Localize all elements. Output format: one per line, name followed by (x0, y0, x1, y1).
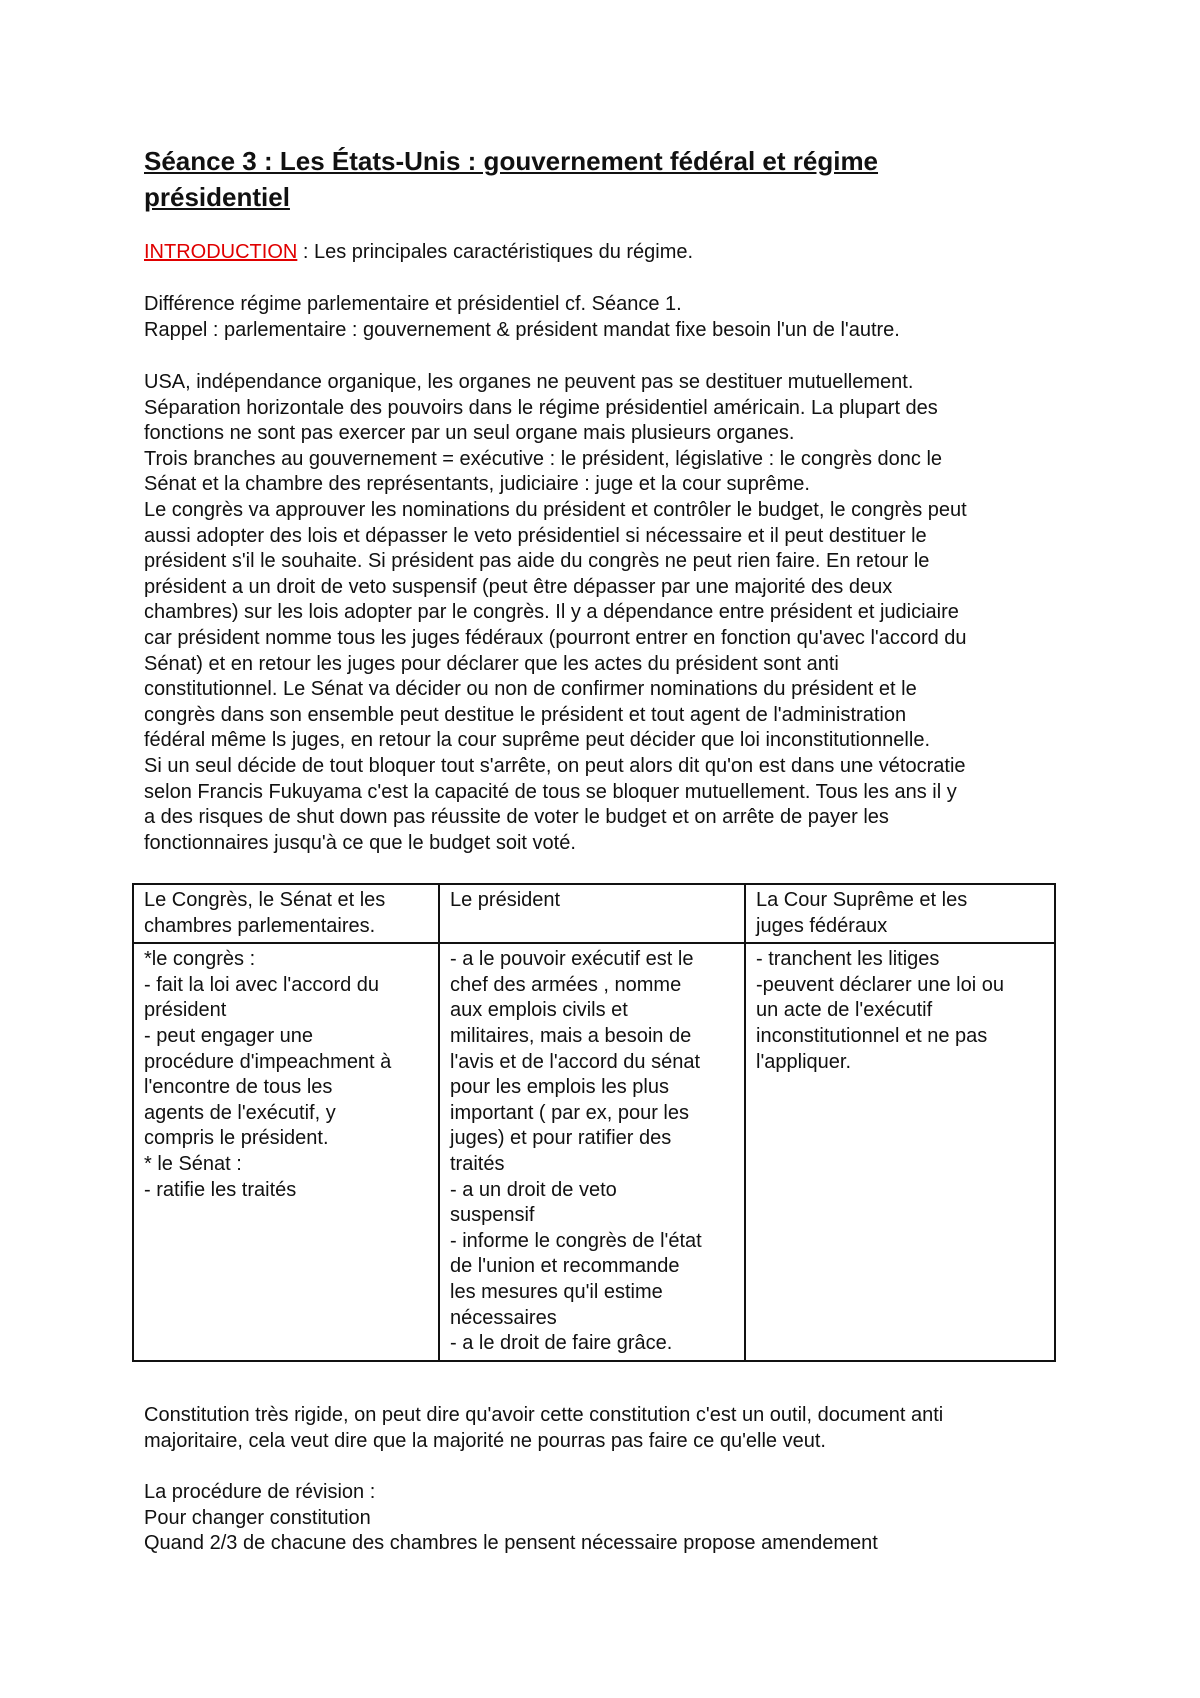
text-line: un acte de l'exécutif (756, 999, 933, 1022)
title-line-1: Séance 3 : Les États-Unis : gouvernement fédéral et régime (144, 146, 879, 176)
text-line: - ratifie les traités (144, 1178, 297, 1201)
title-line-2: présidentiel (144, 182, 290, 212)
powers-table (132, 883, 1056, 1362)
header-congress (133, 884, 439, 943)
text-line: président (144, 999, 227, 1022)
text-line: juges fédéraux (756, 914, 888, 937)
text-line: chambres parlementaires. (144, 914, 376, 937)
text-line: l'appliquer. (756, 1050, 851, 1073)
text-line: inconstitutionnel et ne pas (756, 1024, 988, 1047)
text-line: - fait la loi avec l'accord du (144, 973, 380, 996)
text-line: Quand 2/3 de chacune des chambres le pensent nécessaire propose amendement (144, 1532, 878, 1555)
text-line: Rappel : parlementaire : gouvernement & président mandat fixe besoin l'un de l'autre. (144, 318, 900, 341)
text-line: chambres) sur les lois adopter par le congrès. Il y a dépendance entre président et judiciaire (144, 601, 959, 624)
text-line: La Cour Suprême et les (756, 889, 968, 911)
table-header-row (133, 884, 1055, 943)
text-line: - informe le congrès de l'état (450, 1229, 702, 1252)
text-line: - a le droit de faire grâce. (450, 1332, 673, 1355)
text-line: aussi adopter des lois et dépasser le veto présidentiel si nécessaire et il peut destituer le (144, 524, 927, 547)
text-line: Constitution très rigide, on peut dire qu'avoir cette constitution c'est un outil, document anti (144, 1404, 944, 1426)
text-line: congrès dans son ensemble peut destitue le président et tout agent de l'administration (144, 703, 907, 726)
text-line: juges) et pour ratifier des (450, 1127, 672, 1150)
text-line: La procédure de révision : (144, 1481, 376, 1503)
text-line: Le congrès va approuver les nominations du président et contrôler le budget, le congrès peut (144, 498, 967, 521)
cell-court-powers (745, 943, 1055, 1361)
text-line: l'encontre de tous les (144, 1076, 333, 1099)
introduction-paragraph (144, 240, 1064, 266)
text-line: selon Francis Fukuyama c'est la capacité de tous se bloquer mutuellement. Tous les ans il y (144, 780, 957, 803)
text-line: Trois branches au gouvernement = exécutive : le président, législative : le congrès donc le (144, 447, 943, 470)
text-line: USA, indépendance organique, les organes ne peuvent pas se destituer mutuellement. (144, 371, 914, 393)
text-line: procédure d'impeachment à (144, 1050, 392, 1073)
text-line: agents de l'exécutif, y (144, 1101, 336, 1124)
paragraph-separation-of-powers (144, 370, 1064, 856)
text-line: aux emplois civils et (450, 999, 628, 1022)
text-line: - tranchent les litiges (756, 948, 940, 971)
text-line: de l'union et recommande (450, 1255, 680, 1278)
text-line: important ( par ex, pour les (450, 1101, 689, 1124)
text-line: Pour changer constitution (144, 1506, 371, 1529)
text-line: suspensif (450, 1204, 535, 1227)
text-line: Sénat) et en retour les juges pour déclarer que les actes du président sont anti (144, 652, 839, 675)
table-row (133, 943, 1055, 1361)
introduction-text: : Les principales caractéristiques du régime. (297, 241, 694, 263)
text-line: l'avis et de l'accord du sénat (450, 1050, 700, 1073)
text-line: Si un seul décide de tout bloquer tout s'arrête, on peut alors dit qu'on est dans une vétocratie (144, 754, 966, 777)
page-title (144, 143, 1024, 215)
text-line: chef des armées , nomme (450, 973, 682, 996)
cell-president-powers (439, 943, 745, 1361)
text-line: -peuvent déclarer une loi ou (756, 973, 1004, 996)
text-line: Différence régime parlementaire et présidentiel cf. Séance 1. (144, 293, 682, 315)
text-line: *le congrès : (144, 948, 256, 971)
text-line: militaires, mais a besoin de (450, 1024, 692, 1047)
text-line: les mesures qu'il estime (450, 1280, 663, 1303)
introduction-label: INTRODUCTION (144, 241, 298, 263)
text-line: * le Sénat : (144, 1152, 242, 1175)
text-line: - a un droit de veto (450, 1178, 617, 1201)
cell-congress-powers (133, 943, 439, 1361)
text-line: président a un droit de veto suspensif (peut être dépasser par une majorité des deux (144, 575, 893, 598)
text-line: a des risques de shut down pas réussite de voter le budget et on arrête de payer les (144, 806, 889, 829)
text-line: constitutionnel. Le Sénat va décider ou non de confirmer nominations du président et le (144, 678, 917, 701)
paragraph-constitution-rigidity (144, 1403, 1064, 1454)
text-line: Le Congrès, le Sénat et les (144, 889, 386, 911)
text-line: président s'il le souhaite. Si président pas aide du congrès ne peut rien faire. En retour le (144, 550, 930, 573)
text-line: fonctionnaires jusqu'à ce que le budget soit voté. (144, 831, 576, 854)
text-line: fonctions ne sont pas exercer par un seul organe mais plusieurs organes. (144, 422, 795, 445)
header-president (439, 884, 745, 943)
text-line: nécessaires (450, 1306, 557, 1329)
text-line: compris le président. (144, 1127, 329, 1150)
header-supreme-court (745, 884, 1055, 943)
text-line: Sénat et la chambre des représentants, judiciaire : juge et la cour suprême. (144, 473, 810, 496)
text-line: - peut engager une (144, 1024, 314, 1047)
paragraph-comparison (144, 292, 1064, 343)
paragraph-revision-procedure (144, 1480, 1064, 1557)
text-line: - a le pouvoir exécutif est le (450, 948, 694, 971)
text-line: Séparation horizontale des pouvoirs dans le régime présidentiel américain. La plupart des (144, 396, 938, 419)
text-line: traités (450, 1152, 505, 1175)
text-line: majoritaire, cela veut dire que la majorité ne pourras pas faire ce qu'elle veut. (144, 1429, 826, 1452)
text-line: fédéral même ls juges, en retour la cour suprême peut décider que loi inconstitutionnelle. (144, 729, 930, 752)
text-line: pour les emplois les plus (450, 1076, 669, 1099)
text-line: car président nomme tous les juges fédéraux (pourront entrer en fonction qu'avec l'accord du (144, 626, 967, 649)
text-line: Le président (450, 889, 561, 911)
